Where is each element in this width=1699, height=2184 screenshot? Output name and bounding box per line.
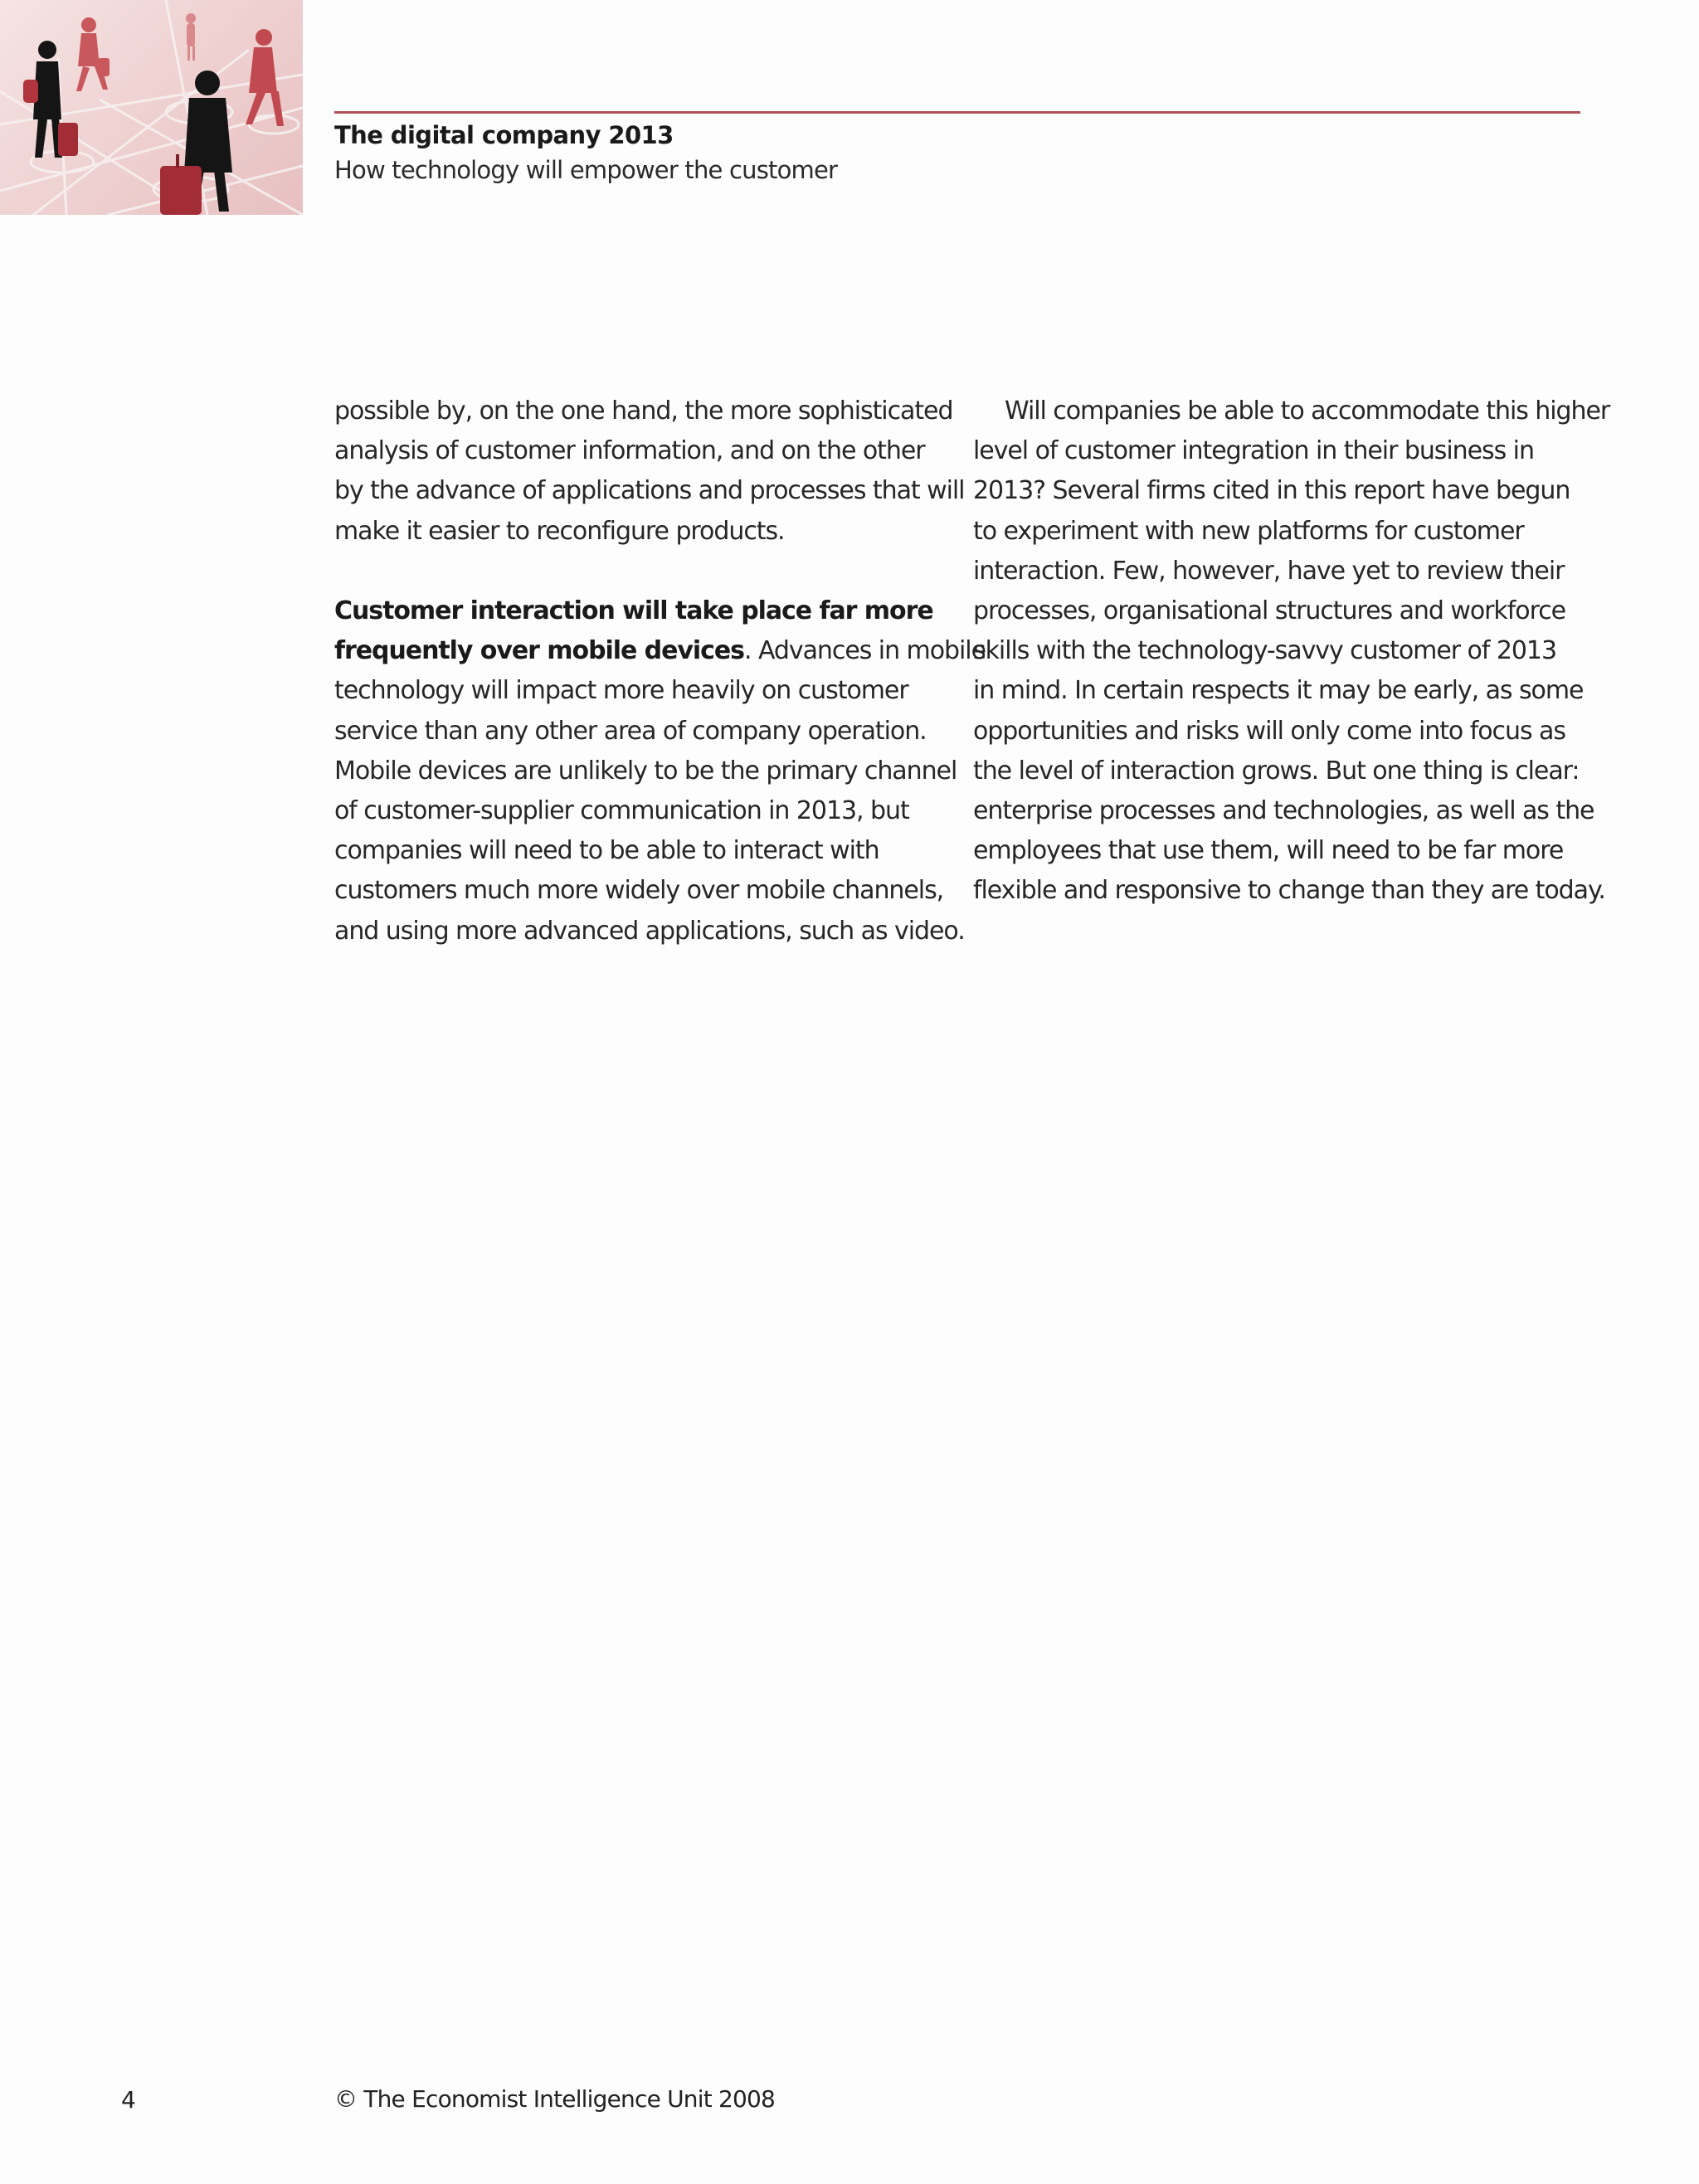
body-line: make it easier to reconfigure products. — [334, 516, 785, 546]
paragraph-gap — [334, 552, 965, 591]
body-line: to experiment with new platforms for customer — [973, 516, 1524, 546]
body-line: opportunities and risks will only come into focus as — [973, 716, 1565, 746]
body-line: enterprise processes and technologies, as well as the — [973, 796, 1594, 826]
body-line: possible by, on the one hand, the more sophisticated — [334, 396, 953, 426]
body-line: of customer-supplier communication in 2013, but — [334, 796, 909, 826]
body-text: . Advances in mobile — [743, 636, 986, 666]
body-line: processes, organisational structures and workforce — [973, 596, 1566, 626]
body-line: the level of interaction grows. But one thing is clear: — [973, 756, 1580, 786]
body-line: interaction. Few, however, have yet to review their — [973, 556, 1565, 586]
body-line: level of customer integration in their business in — [973, 436, 1534, 466]
body-line: skills with the technology-savvy customer of 2013 — [973, 636, 1556, 666]
body-line: companies will need to be able to interact with — [334, 836, 879, 866]
body-line — [334, 631, 986, 671]
right-column — [973, 392, 1610, 912]
document-title: The digital company 2013 — [334, 121, 674, 149]
copyright-notice: © The Economist Intelligence Unit 2008 — [334, 2085, 776, 2113]
body-line: 2013? Several firms cited in this report have begun — [973, 476, 1570, 506]
body-line: service than any other area of company operation. — [334, 716, 927, 746]
body-line: analysis of customer information, and on the other — [334, 436, 925, 466]
body-line: employees that use them, will need to be far more — [973, 836, 1564, 866]
bold-lead-text: frequently over mobile devices — [334, 636, 744, 666]
body-line: Will companies be able to accommodate this higher — [1005, 396, 1610, 426]
body-line: Mobile devices are unlikely to be the primary channel — [334, 756, 957, 786]
header-rule — [334, 111, 1580, 114]
bold-lead-line: Customer interaction will take place far more — [334, 596, 933, 625]
body-line: by the advance of applications and processes that will — [334, 476, 965, 506]
left-column — [334, 392, 986, 951]
body-line: and using more advanced applications, such as video. — [334, 916, 965, 946]
body-line: customers much more widely over mobile channels, — [334, 876, 944, 906]
header-illustration — [0, 0, 303, 215]
body-line: in mind. In certain respects it may be early, as some — [973, 676, 1584, 706]
body-line: flexible and responsive to change than they are today. — [973, 876, 1605, 906]
page-number: 4 — [121, 2086, 136, 2113]
body-line: technology will impact more heavily on customer — [334, 676, 908, 706]
document-subtitle: How technology will empower the customer — [334, 156, 838, 184]
